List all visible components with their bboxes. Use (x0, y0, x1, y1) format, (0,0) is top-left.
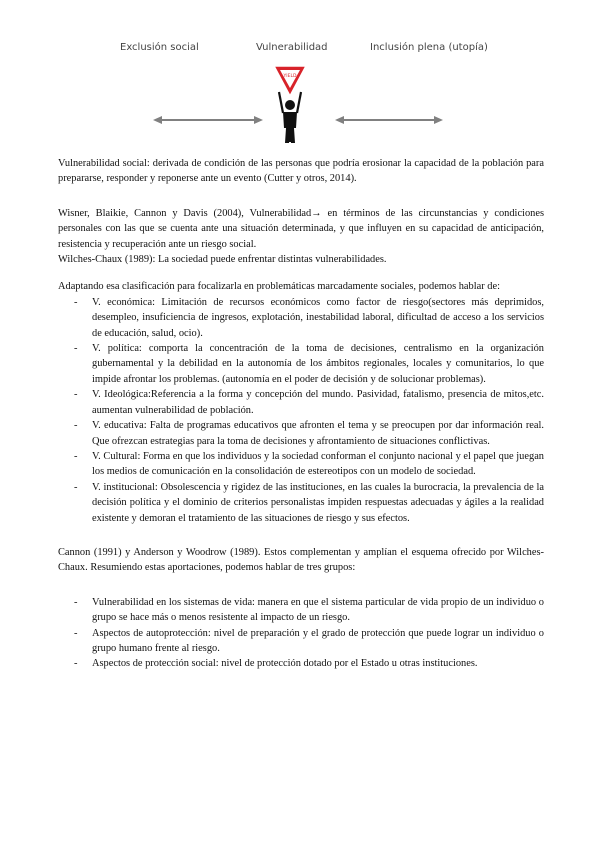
vulnerability-list (58, 295, 544, 526)
dash-bullet: - (74, 627, 78, 639)
right-arrow (335, 116, 443, 124)
list-item-text: Aspectos de autoprotección: nivel de preparación y el grado de protección que puede lograr un individuo o grupo humano frente al riesgo. (92, 627, 544, 654)
label-social-exclusion: Exclusión social (120, 42, 199, 53)
person-icon (279, 92, 301, 143)
list-item-text: V. política: comporta la concentración de la toma de decisiones, centralismo en la organización gubernamental y la debilidad en la autonomía de los ámbitos regionales, locales y comunitarios, lo que impide afrontar los problemas. (autonomía en el poder de decisión y de solucionar problemas). (92, 343, 544, 385)
paragraph-wilches: Wilches-Chaux (1989): La sociedad puede enfrentar distintas vulnerabilidades. (58, 254, 387, 266)
dash-bullet: - (74, 343, 78, 355)
list-item (58, 387, 544, 418)
dash-bullet: - (74, 596, 78, 608)
list-item (58, 595, 544, 626)
groups-list (58, 595, 544, 672)
dash-bullet: - (74, 389, 78, 401)
vulnerability-diagram (0, 36, 600, 156)
paragraph-wisner: Wisner, Blaikie, Cannon y Davis (2004), Vulnerabilidad→ en términos de las circunstancias y condiciones personales con las que se cuenta ante una situación determinada, y que influyen en su capacidad de anticipación, resistencia y recuperación ante un riesgo social. (58, 207, 544, 250)
list-item-text: V. educativa: Falta de programas educativos que afronten el tema y se preocupen por dar información real. Que ofrezcan estrategias para la toma de decisiones y afrontamiento de situaciones conflictivas. (92, 420, 544, 447)
list-item-text: V. económica: Limitación de recursos económicos como factor de riesgo(sectores más deprimidos, desempleo, insuficiencia de ingresos, explotación, inestabilidad laboral, dificultad de acceso a los servicios de educación, salud, ocio). (92, 296, 544, 339)
list-item-text: Aspectos de protección social: nivel de protección dotado por el Estado u otras instituciones. (92, 658, 478, 670)
dash-bullet: - (74, 450, 78, 462)
diagram-graphic (0, 36, 600, 156)
list-item-text: Vulnerabilidad en los sistemas de vida: manera en que el sistema particular de vida propio de un individuo o grupo se hace más o menos resistente al impacto de un riesgo. (92, 596, 544, 624)
list-item (58, 418, 544, 449)
list-item-text: V. institucional: Obsolescencia y rigidez de las instituciones, en las cuales la burocracia, la prevalencia de la decisión política y el dominio de criterios personalistas impiden respuestas adecuadas y ágiles a la realidad existente y demoran el tratamiento de las situaciones de riesgo y sus efectos. (92, 481, 544, 524)
dash-bullet: - (74, 296, 78, 308)
yield-sign-icon (274, 66, 306, 96)
list-item (58, 295, 544, 341)
list-item (58, 626, 544, 657)
dash-bullet: - (74, 420, 78, 432)
list-item (58, 656, 544, 671)
paragraph-intro-list: Adaptando esa clasificación para focalizarla en problemáticas marcadamente sociales, podemos hablar de: (58, 281, 500, 293)
dash-bullet: - (74, 658, 78, 670)
dash-bullet: - (74, 481, 78, 493)
list-item (58, 449, 544, 480)
label-full-inclusion: Inclusión plena (utopía) (370, 42, 488, 53)
left-arrow (153, 116, 263, 124)
list-item (58, 341, 544, 387)
paragraph-definition: Vulnerabilidad social: derivada de condición de las personas que podría erosionar la capacidad de la población para prepararse, responder y reponerse ante un evento (Cutter y otros, 2014). (58, 158, 544, 185)
list-item-text: V. Cultural: Forma en que los individuos y la sociedad conforman el conjunto nacional y el papel que juegan los medios de comunicación en la consolidación de estereotipos con un modelo de sociedad. (92, 450, 544, 478)
document-body (58, 156, 544, 672)
list-item (58, 480, 544, 526)
list-item-text: V. Ideológica:Referencia a la forma y concepción del mundo. Pasividad, fatalismo, presencia de mitos,etc. aumentan vulnerabilidad de población. (92, 389, 544, 416)
sign-text: YIELD (283, 74, 297, 79)
label-vulnerability: Vulnerabilidad (256, 42, 328, 53)
paragraph-cannon: Cannon (1991) y Anderson y Woodrow (1989). Estos complementan y amplían el esquema ofrecido por Wilches-Chaux. Resumiendo estas aportaciones, podemos hablar de tres grupos: (58, 546, 544, 574)
